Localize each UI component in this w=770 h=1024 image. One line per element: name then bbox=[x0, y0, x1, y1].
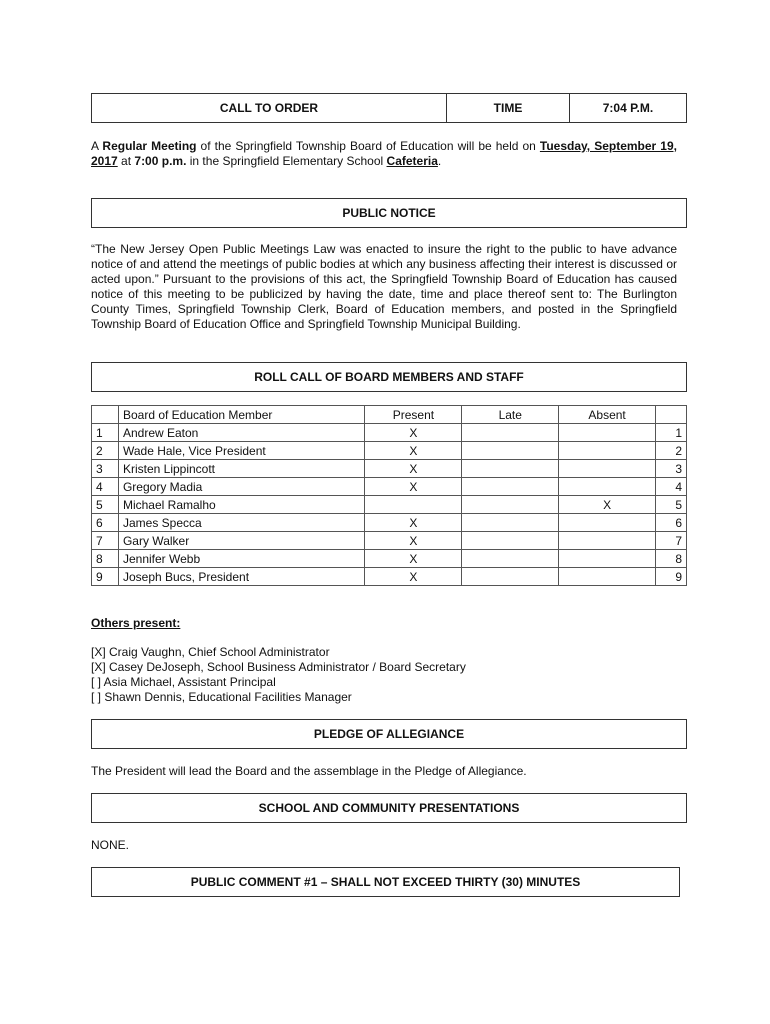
pledge-heading: PLEDGE OF ALLEGIANCE bbox=[313, 727, 465, 741]
present-mark: X bbox=[365, 550, 462, 568]
table-row bbox=[92, 568, 687, 586]
absent-mark bbox=[559, 478, 656, 496]
member-name: Jennifer Webb bbox=[118, 550, 365, 568]
row-number: 2 bbox=[92, 442, 119, 460]
intro-text-1: A bbox=[91, 139, 103, 153]
late-mark bbox=[462, 424, 559, 442]
row-number: 3 bbox=[92, 460, 119, 478]
row-number-right: 5 bbox=[656, 496, 687, 514]
pledge-heading-box bbox=[91, 719, 687, 749]
roll-call-table bbox=[91, 405, 687, 586]
presentations-heading-box bbox=[91, 793, 687, 823]
late-mark bbox=[462, 460, 559, 478]
others-item: [ ] Asia Michael, Assistant Principal bbox=[91, 675, 276, 689]
public-notice-heading-box bbox=[91, 198, 687, 228]
absent-mark bbox=[559, 424, 656, 442]
present-mark: X bbox=[365, 514, 462, 532]
row-number-right: 4 bbox=[656, 478, 687, 496]
absent-mark bbox=[559, 514, 656, 532]
others-item: [ ] Shawn Dennis, Educational Facilities Manager bbox=[91, 690, 352, 704]
table-row bbox=[92, 460, 687, 478]
member-name: Andrew Eaton bbox=[118, 424, 365, 442]
late-mark bbox=[462, 478, 559, 496]
row-number-right: 7 bbox=[656, 532, 687, 550]
absent-mark bbox=[559, 532, 656, 550]
meeting-date: Tuesday, September 19, 2017 bbox=[91, 139, 677, 168]
row-number: 7 bbox=[92, 532, 119, 550]
present-mark bbox=[365, 496, 462, 514]
time-label-cell bbox=[446, 93, 570, 123]
table-row bbox=[92, 442, 687, 460]
late-mark bbox=[462, 550, 559, 568]
table-row bbox=[92, 550, 687, 568]
pledge-text: The President will lead the Board and the assemblage in the Pledge of Allegiance. bbox=[91, 764, 527, 778]
header-absent: Absent bbox=[559, 406, 656, 424]
absent-mark bbox=[559, 550, 656, 568]
table-row bbox=[92, 478, 687, 496]
presentations-text: NONE. bbox=[91, 838, 130, 852]
others-item: [X] Craig Vaughn, Chief School Administrator bbox=[91, 645, 330, 659]
intro-text-2: of the Springfield Township Board of Education will be held on bbox=[196, 139, 540, 153]
late-mark bbox=[462, 568, 559, 586]
intro-text-5: . bbox=[437, 154, 442, 168]
intro-text-3: at bbox=[117, 154, 135, 168]
roll-call-header-row bbox=[92, 406, 687, 424]
header-late: Late bbox=[462, 406, 559, 424]
row-number-right: 6 bbox=[656, 514, 687, 532]
row-number-right: 1 bbox=[656, 424, 687, 442]
call-to-order-label: CALL TO ORDER bbox=[219, 101, 319, 115]
time-label: TIME bbox=[493, 101, 523, 115]
late-mark bbox=[462, 442, 559, 460]
row-number: 5 bbox=[92, 496, 119, 514]
table-row bbox=[92, 514, 687, 532]
header-rnum-cell bbox=[656, 406, 687, 424]
row-number: 8 bbox=[92, 550, 119, 568]
time-value: 7:04 P.M. bbox=[602, 101, 654, 115]
header-member: Board of Education Member bbox=[118, 406, 365, 424]
presentations-heading: SCHOOL AND COMMUNITY PRESENTATIONS bbox=[258, 801, 520, 815]
row-number: 9 bbox=[92, 568, 119, 586]
row-number-right: 8 bbox=[656, 550, 687, 568]
row-number: 4 bbox=[92, 478, 119, 496]
late-mark bbox=[462, 532, 559, 550]
present-mark: X bbox=[365, 532, 462, 550]
call-to-order-cell bbox=[91, 93, 447, 123]
header-present: Present bbox=[365, 406, 462, 424]
member-name: Gregory Madia bbox=[118, 478, 365, 496]
intro-text-4: in the Springfield Elementary School bbox=[186, 154, 387, 168]
row-number-right: 2 bbox=[656, 442, 687, 460]
member-name: James Specca bbox=[118, 514, 365, 532]
absent-mark bbox=[559, 568, 656, 586]
present-mark: X bbox=[365, 424, 462, 442]
meeting-time: 7:00 p.m. bbox=[134, 154, 187, 168]
intro-paragraph bbox=[91, 139, 677, 169]
row-number: 1 bbox=[92, 424, 119, 442]
absent-mark: X bbox=[559, 496, 656, 514]
public-comment-heading-box bbox=[91, 867, 680, 897]
member-name: Kristen Lippincott bbox=[118, 460, 365, 478]
member-name: Gary Walker bbox=[118, 532, 365, 550]
present-mark: X bbox=[365, 460, 462, 478]
row-number: 6 bbox=[92, 514, 119, 532]
others-present-heading: Others present: bbox=[91, 616, 181, 630]
member-name: Wade Hale, Vice President bbox=[118, 442, 365, 460]
roll-call-heading: ROLL CALL OF BOARD MEMBERS AND STAFF bbox=[254, 370, 524, 384]
public-notice-heading: PUBLIC NOTICE bbox=[342, 206, 436, 220]
meeting-type: Regular Meeting bbox=[102, 139, 197, 153]
public-notice-text: “The New Jersey Open Public Meetings Law was enacted to insure the right to the public to have advance notice of and attend the meetings of public bodies at which any business affecting their interest is discussed or acted upon.” Pursuant to the provisions of this act, the Springfield Township Board of Education has caused notice of this meeting to be publicized by having the date, time and place thereof sent to: The Burlington County Times, Springfield Township Clerk, Board of Education members, and posted in the Springfield Township Board of Education Office and Springfield Township Municipal Building. bbox=[91, 242, 677, 331]
member-name: Michael Ramalho bbox=[118, 496, 365, 514]
absent-mark bbox=[559, 442, 656, 460]
member-name: Joseph Bucs, President bbox=[118, 568, 365, 586]
meeting-location: Cafeteria bbox=[386, 154, 438, 168]
present-mark: X bbox=[365, 478, 462, 496]
header-num-cell bbox=[92, 406, 119, 424]
table-row bbox=[92, 424, 687, 442]
row-number-right: 3 bbox=[656, 460, 687, 478]
late-mark bbox=[462, 514, 559, 532]
table-row bbox=[92, 532, 687, 550]
present-mark: X bbox=[365, 442, 462, 460]
row-number-right: 9 bbox=[656, 568, 687, 586]
absent-mark bbox=[559, 460, 656, 478]
late-mark bbox=[462, 496, 559, 514]
public-comment-heading: PUBLIC COMMENT #1 – SHALL NOT EXCEED THIRTY (30) MINUTES bbox=[190, 875, 581, 889]
present-mark: X bbox=[365, 568, 462, 586]
table-row bbox=[92, 496, 687, 514]
others-item: [X] Casey DeJoseph, School Business Administrator / Board Secretary bbox=[91, 660, 466, 674]
time-value-cell bbox=[569, 93, 687, 123]
roll-call-heading-box bbox=[91, 362, 687, 392]
